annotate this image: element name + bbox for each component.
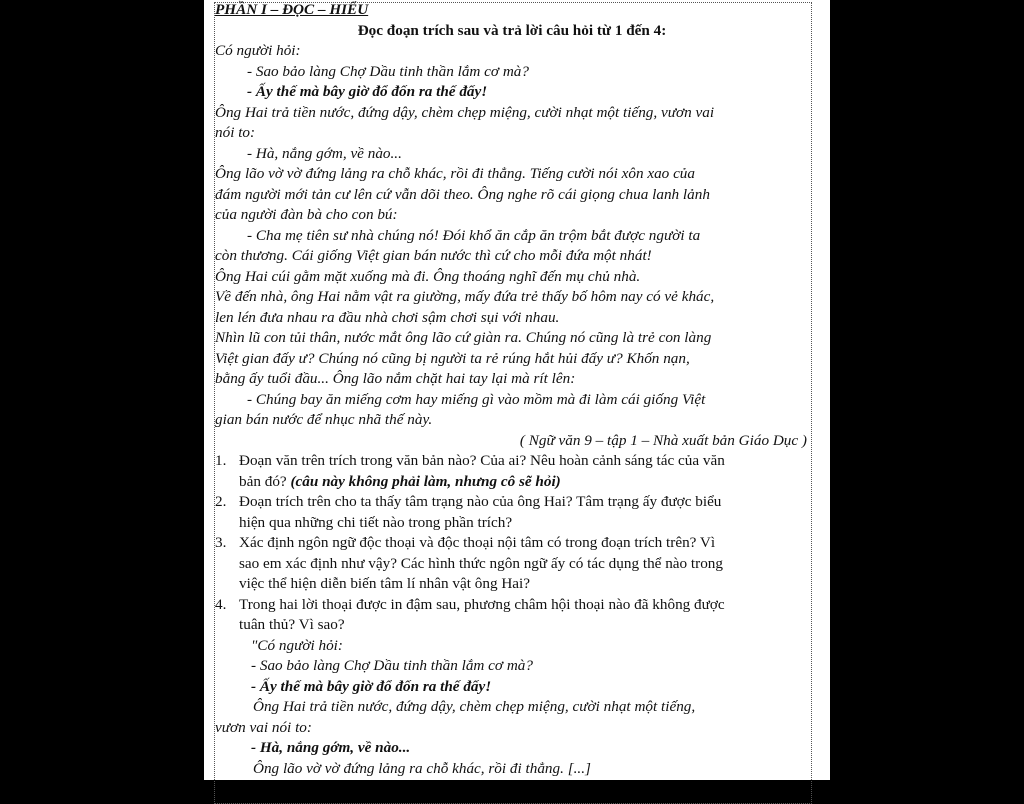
passage-line: đám người mới tản cư lên cứ vẫn dõi theo. Ông nghe rõ cái giọng chua lanh lảnh	[215, 185, 710, 203]
question-text: bản đó?	[239, 472, 291, 490]
question-text: Trong hai lời thoại được in đậm sau, phương châm hội thoại nào đã không được	[239, 595, 725, 613]
question-text: Đoạn trích trên cho ta thấy tâm trạng nào của ông Hai? Tâm trạng ấy được biểu	[239, 493, 722, 510]
quote-line: - Sao bảo làng Chợ Dầu tinh thần lắm cơ mà?	[251, 657, 533, 674]
quote-line-bold: - Ấy thế mà bây giờ đổ đốn ra thế đấy!	[251, 677, 492, 695]
passage-line: còn thương. Cái giống Việt gian bán nước thì cứ cho mỗi đứa một nhát!	[215, 247, 652, 264]
passage-line: của người đàn bà cho con bú:	[215, 206, 398, 223]
quote-line: Ông Hai trả tiền nước, đứng dậy, chèm chẹp miệng, cười nhạt một tiếng,	[253, 698, 696, 715]
question-text: Đoạn văn trên trích trong văn bản nào? Của ai? Nêu hoàn cảnh sáng tác của văn	[239, 452, 725, 469]
question-3-cont: việc thể hiện diễn biến tâm lí nhân vật ông Hai?	[239, 575, 531, 592]
passage-line: nói to:	[215, 124, 256, 141]
passage-line: gian bán nước để nhục nhã thế này.	[215, 411, 433, 428]
question-note: (câu này không phải làm, nhưng cô sẽ hỏi)	[290, 472, 561, 490]
document-body	[215, 0, 809, 779]
question-1-cont	[215, 472, 809, 493]
instruction: Đọc đoạn trích sau và trả lời câu hỏi từ 1 đến 4:	[357, 21, 667, 39]
question-number: 1.	[215, 452, 227, 469]
passage-line: Việt gian đấy ư? Chúng nó cũng bị người ta rẻ rúng hắt hủi đấy ư? Khốn nạn,	[215, 349, 690, 367]
question-4	[215, 595, 809, 616]
passage-line: Ông lão vờ vờ đứng lảng ra chỗ khác, rồi đi thẳng. Tiếng cười nói xôn xao của	[215, 165, 695, 182]
question-number: 3.	[215, 534, 227, 551]
passage-line: Ông Hai cúi gằm mặt xuống mà đi. Ông thoáng nghĩ đến mụ chủ nhà.	[215, 267, 641, 285]
question-3	[215, 533, 809, 554]
document-page	[204, 0, 830, 780]
question-2-cont: hiện qua những chi tiết nào trong phần trích?	[239, 513, 513, 531]
question-text: Xác định ngôn ngữ độc thoại và độc thoại nội tâm có trong đoạn trích trên? Vì	[239, 534, 716, 551]
question-number: 2.	[215, 493, 227, 510]
passage-line: Nhìn lũ con tủi thân, nước mắt ông lão cứ giàn ra. Chúng nó cũng là trẻ con làng	[215, 329, 712, 346]
question-3-cont: sao em xác định như vậy? Các hình thức ngôn ngữ ấy có tác dụng thể nào trong	[239, 554, 723, 572]
quote-line: Ông lão vờ vờ đứng lảng ra chỗ khác, rồi đi thẳng. [...]	[253, 759, 591, 777]
question-4-cont: tuân thủ? Vì sao?	[239, 616, 345, 633]
passage-line: - Sao bảo làng Chợ Dầu tinh thần lắm cơ mà?	[247, 62, 529, 80]
quote-line-bold: - Hà, nắng gớm, về nào...	[251, 739, 411, 756]
passage-line: - Hà, nắng gớm, về nào...	[247, 144, 402, 162]
passage-line: - Cha mẹ tiên sư nhà chúng nó! Đói khổ ăn cắp ăn trộm bắt được người ta	[247, 226, 701, 244]
quote-line: vươn vai nói to:	[215, 718, 312, 736]
question-number: 4.	[215, 595, 227, 613]
source-citation: ( Ngữ văn 9 – tập 1 – Nhà xuất bản Giáo Dục )	[519, 431, 807, 449]
passage-line: Ông Hai trả tiền nước, đứng dậy, chèm chẹp miệng, cười nhạt một tiếng, vươn vai	[215, 103, 715, 121]
passage-line: bằng ấy tuổi đầu... Ông lão nắm chặt hai tay lại mà rít lên:	[215, 370, 576, 387]
passage-line: Có người hỏi:	[215, 42, 301, 59]
passage-line: - Ấy thế mà bây giờ đổ đốn ra thế đấy!	[247, 83, 488, 100]
question-2	[215, 492, 809, 513]
question-1	[215, 451, 809, 472]
passage-line: Về đến nhà, ông Hai nằm vật ra giường, mấy đứa trẻ thấy bố hôm nay có vẻ khác,	[215, 288, 715, 305]
passage-line: len lén đưa nhau ra đầu nhà chơi sậm chơi sụi với nhau.	[215, 308, 560, 326]
quote-line: "Có người hỏi:	[251, 636, 343, 654]
passage-line: - Chúng bay ăn miếng cơm hay miếng gì vào mồm mà đi làm cái giống Việt	[247, 390, 706, 408]
section-heading: PHẦN I – ĐỌC – HIỂU	[215, 1, 369, 18]
